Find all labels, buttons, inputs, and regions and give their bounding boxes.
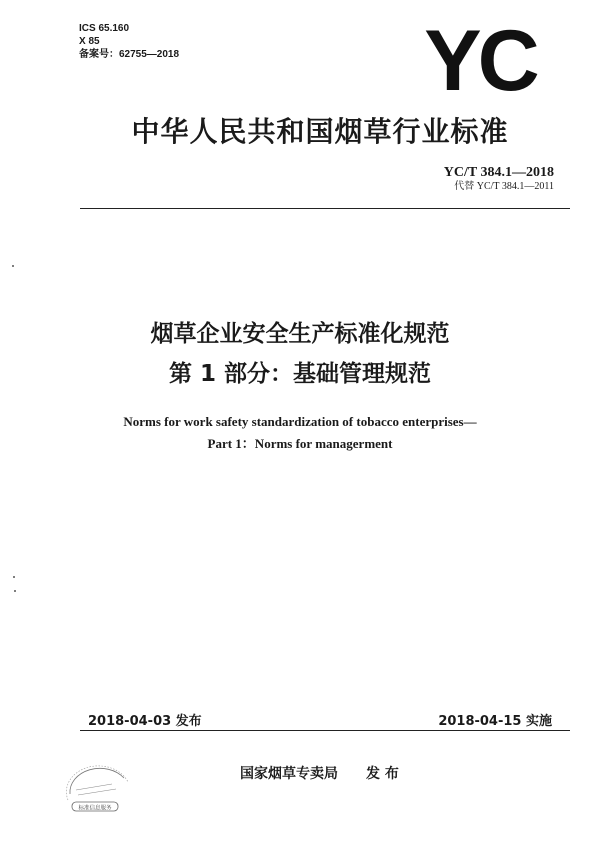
ics-code: ICS 65.160 — [79, 23, 130, 34]
issuer-name: 国家烟草专卖局 — [240, 766, 338, 782]
industry-standard-title: 中华人民共和国烟草行业标准 — [131, 115, 509, 148]
issue-date: 2018-04-03 发布 — [88, 714, 202, 729]
document-metadata — [79, 22, 179, 61]
english-title-line1: Norms for work safety standardization of tobacco enterprises— — [123, 414, 477, 429]
filing-number: 备案号：62755—2018 — [79, 49, 180, 60]
scan-speck — [13, 576, 15, 578]
header-divider — [80, 208, 570, 209]
scan-speck — [12, 265, 14, 267]
seal-stamp-icon — [62, 764, 132, 816]
scan-speck — [14, 590, 16, 592]
replaces-standard: 代替 YC/T 384.1—2011 — [454, 181, 554, 192]
chinese-title-line1: 烟草企业安全生产标准化规范 — [150, 321, 450, 347]
english-title-line2: Part 1：Norms for managerment — [207, 436, 393, 451]
footer-divider — [80, 730, 570, 731]
yc-logo — [410, 18, 550, 98]
issuer-action: 发 布 — [366, 766, 399, 782]
implementation-date: 2018-04-15 实施 — [438, 714, 552, 729]
stamp-text: 标准信息服务 — [78, 805, 112, 812]
chinese-title-line2: 第 1 部分：基础管理规范 — [168, 361, 432, 387]
yc-logo-text: YC — [424, 18, 536, 98]
ccs-code: X 85 — [79, 36, 100, 47]
standard-code-block — [444, 165, 554, 193]
issuing-authority — [240, 763, 399, 783]
standard-code: YC/T 384.1—2018 — [443, 165, 554, 180]
